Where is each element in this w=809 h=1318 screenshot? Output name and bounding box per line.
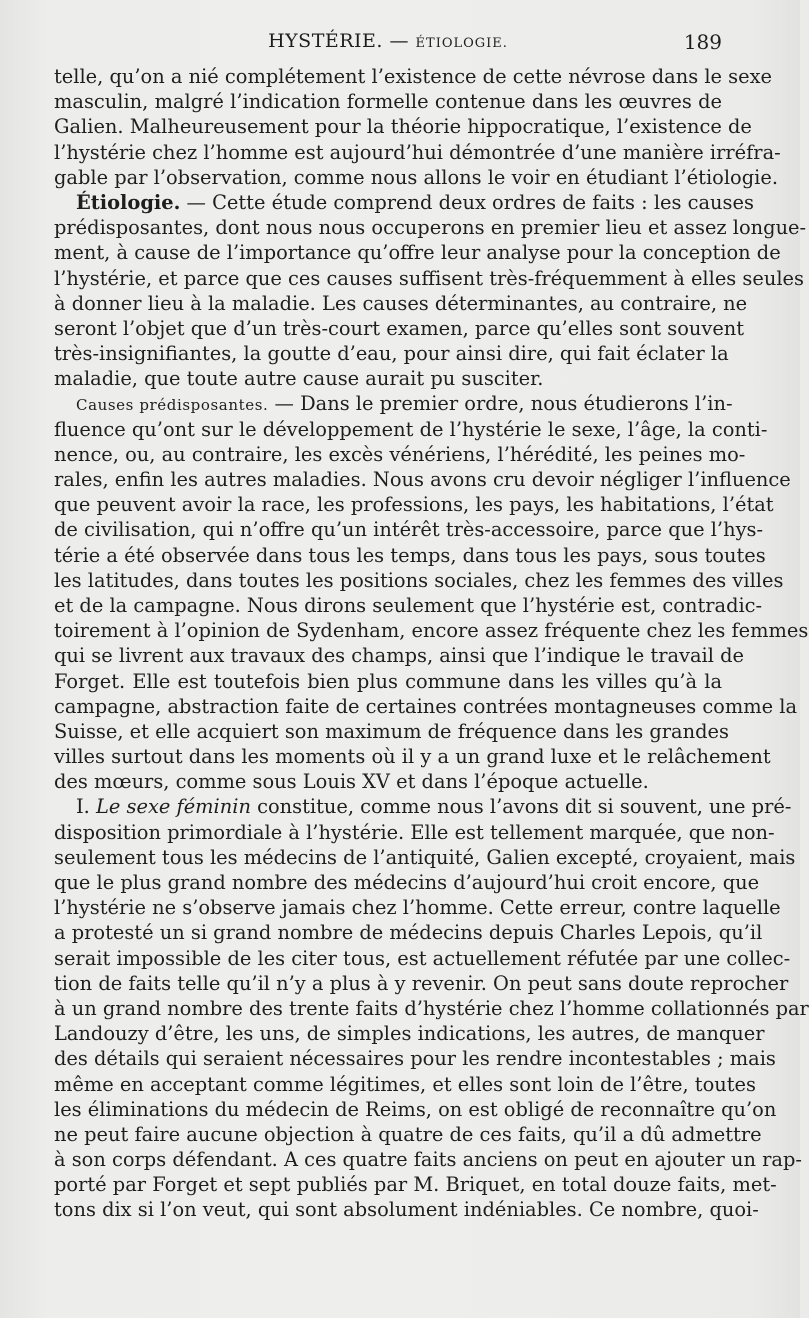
- paragraph-etiologie: [54, 190, 807, 392]
- text-line: même en acceptant comme légitimes, et elles sont loin de l’être, toutes: [54, 1072, 756, 1096]
- text-line: Forget. Elle est toutefois bien plus commune dans les villes qu’à la: [54, 669, 722, 693]
- text-line: campagne, abstraction faite de certaines contrées montagneuses comme la: [54, 694, 798, 718]
- text-line: seulement tous les médecins de l’antiquité, Galien excepté, croyaient, mais: [54, 845, 796, 869]
- text-line: des mœurs, comme sous Louis XV et dans l’époque actuelle.: [54, 770, 649, 794]
- running-head: [54, 30, 722, 60]
- paragraph-sexe-feminin: [54, 794, 809, 1222]
- text-run: constitue, comme nous l’avons dit si souvent, une pré-: [250, 795, 792, 819]
- section-heading-etiologie: Étiologie.: [76, 190, 181, 214]
- text-line: et de la campagne. Nous dirons seulement que l’hystérie est, contradic-: [54, 593, 763, 617]
- text-line: Galien. Malheureusement pour la théorie hippocratique, l’existence de: [54, 115, 752, 139]
- section-heading-causes: Causes prédisposantes.: [76, 396, 269, 415]
- text-line: fluence qu’ont sur le développement de l’hystérie le sexe, l’âge, la conti-: [54, 417, 768, 441]
- paragraph-causes-predisposantes: [54, 391, 809, 794]
- text-line: serait impossible de les citer tous, est actuellement réfutée par une collec-: [54, 946, 791, 970]
- running-title-main: HYSTÉRIE. —: [268, 30, 416, 52]
- text-line: des détails qui seraient nécessaires pour les rendre incontestables ; mais: [54, 1047, 776, 1071]
- text-line: a protesté un si grand nombre de médecins depuis Charles Lepois, qu’il: [54, 921, 763, 945]
- text-line: rales, enfin les autres maladies. Nous avons cru devoir négliger l’influence: [54, 468, 791, 491]
- text-line: disposition primordiale à l’hystérie. Elle est tellement marquée, que non-: [54, 820, 775, 844]
- text-line: [54, 794, 792, 819]
- text-line: que le plus grand nombre des médecins d’aujourd’hui croit encore, que: [54, 871, 760, 894]
- section-heading-sexe-feminin: Le sexe féminin: [96, 795, 251, 819]
- page-number: 189: [683, 30, 722, 54]
- text-line: l’hystérie chez l’homme est aujourd’hui démontrée d’une manière irréfra-: [54, 140, 781, 164]
- text-line: ne peut faire aucune objection à quatre de ces faits, qu’il a dû admettre: [54, 1122, 762, 1146]
- text-line: les latitudes, dans toutes les positions sociales, chez les femmes des villes: [54, 568, 784, 592]
- text-line: Landouzy d’être, les uns, de simples indications, les autres, de manquer: [54, 1022, 765, 1046]
- text-line: à son corps défendant. A ces quatre faits anciens on peut en ajouter un rap-: [54, 1148, 802, 1172]
- text-line: que peuvent avoir la race, les professions, les pays, les habitations, l’état: [54, 493, 774, 517]
- text-line: de civilisation, qui n’offre qu’un intérêt très-accessoire, parce que l’hys-: [54, 518, 764, 542]
- text-line: à un grand nombre des trente faits d’hystérie chez l’homme collationnés par: [54, 996, 809, 1020]
- text-line: à donner lieu à la maladie. Les causes déterminantes, au contraire, ne: [54, 291, 748, 315]
- text-run: — Dans le premier ordre, nous étudierons l’in-: [268, 392, 733, 416]
- text-line: très-insignifiantes, la goutte d’eau, pour ainsi dire, qui fait éclater la: [54, 342, 729, 366]
- running-title-sub: ÉTIOLOGIE.: [415, 36, 508, 51]
- text-line: [54, 190, 754, 215]
- text-line: l’hystérie, et parce que ces causes suffisent très-fréquemment à elles seules: [54, 266, 804, 290]
- text-line: térie a été observée dans tous les temps, dans tous les pays, sous toutes: [54, 543, 766, 567]
- text-line: tion de faits telle qu’il n’y a plus à y revenir. On peut sans doute reprocher: [54, 971, 789, 995]
- paragraph-continuation: [54, 64, 781, 190]
- text-line: qui se livrent aux travaux des champs, ainsi que l’indique le travail de: [54, 644, 745, 668]
- text-line: nence, ou, au contraire, les excès vénériens, l’hérédité, les peines mo-: [54, 442, 746, 466]
- text-line: seront l’objet que d’un très-court examen, parce qu’elles sont souvent: [54, 316, 745, 340]
- text-line: toirement à l’opinion de Sydenham, encore assez fréquente chez les femmes: [54, 619, 809, 643]
- text-line: l’hystérie ne s’observe jamais chez l’homme. Cette erreur, contre laquelle: [54, 896, 781, 920]
- text-line: porté par Forget et sept publiés par M. Briquet, en total douze faits, met-: [54, 1173, 777, 1197]
- text-line: Suisse, et elle acquiert son maximum de fréquence dans les grandes: [54, 719, 729, 743]
- text-line: villes surtout dans les moments où il y a un grand luxe et le relâchement: [54, 745, 771, 769]
- running-title: [54, 30, 722, 52]
- text-line: telle, qu’on a nié complétement l’existence de cette névrose dans le sexe: [54, 65, 773, 88]
- text-line: masculin, malgré l’indication formelle contenue dans les œuvres de: [54, 90, 722, 114]
- body-text: [54, 64, 809, 1223]
- text-line: ment, à cause de l’importance qu’offre leur analyse pour la conception de: [54, 241, 781, 265]
- text-run: — Cette étude comprend deux ordres de faits : les causes: [180, 190, 754, 214]
- text-line: maladie, que toute autre cause aurait pu susciter.: [54, 367, 544, 391]
- text-line: les éliminations du médecin de Reims, on est obligé de reconnaître qu’on: [54, 1097, 777, 1121]
- text-line: prédisposantes, dont nous nous occuperons en premier lieu et assez longue-: [54, 216, 807, 240]
- text-line: tons dix si l’on veut, qui sont absolument indéniables. Ce nombre, quoi-: [54, 1198, 759, 1222]
- section-numeral: I.: [76, 795, 96, 819]
- text-line: gable par l’observation, comme nous allons le voir en étudiant l’étiologie.: [54, 165, 778, 189]
- text-line: [54, 391, 733, 416]
